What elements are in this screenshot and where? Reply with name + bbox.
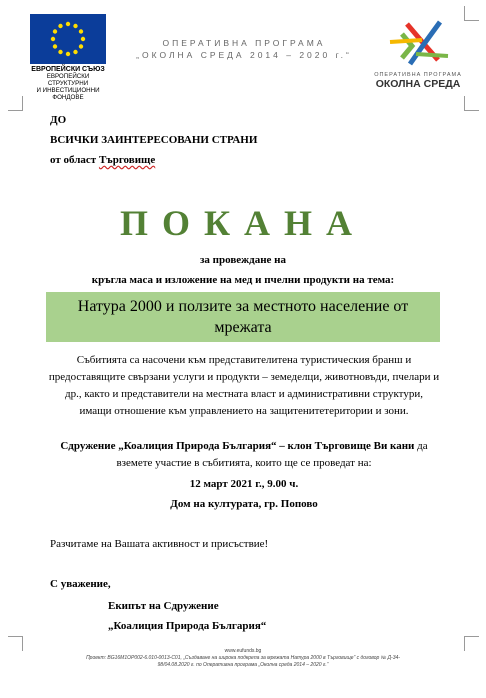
eu-label: И ИНВЕСТИЦИОННИ ФОНДОВЕ (36, 87, 100, 101)
crop-mark (8, 96, 23, 111)
crop-mark (464, 636, 479, 651)
address-prefix: от област (50, 154, 99, 166)
logo-caption: ОКОЛНА СРЕДА (375, 78, 461, 90)
crop-mark (464, 6, 479, 21)
invitation-text: да вземете участие в събитията, които ще се проведат на: (116, 440, 428, 469)
program-title-line: ОПЕРАТИВНА ПРОГРАМА (162, 38, 326, 48)
subtitle: кръгла маса и изложение на мед и пчелни продукти на тема: (91, 274, 395, 286)
closing-line: Екипът на Сдружение (108, 600, 219, 612)
okolna-sreda-logo-icon (372, 14, 464, 72)
address-place: Търговище (98, 154, 156, 166)
page-title: ПОКАНА (119, 203, 367, 243)
appreciation-text: Разчитаме на Вашата активност и присъствие! (50, 538, 269, 550)
program-title-line: „ОКОЛНА СРЕДА 2014 – 2020 г.“ (136, 50, 352, 60)
event-date: 12 март 2021 г., 9.00 ч. (189, 478, 299, 490)
eu-label: ЕВРОПЕЙСКИ СТРУКТУРНИ (46, 73, 90, 87)
organizer-name: Сдружение „Коалиция Природа България“ – клон Търговище Ви кани (60, 440, 415, 452)
address-line (50, 154, 155, 166)
program-title (118, 37, 370, 61)
logo-caption: ОПЕРАТИВНА ПРОГРАМА (374, 72, 462, 78)
event-venue: Дом на културата, гр. Попово (170, 498, 318, 510)
footer-website: www.eufunds.bg (224, 648, 262, 654)
topic-banner: Натура 2000 и ползите за местното население от мрежата (46, 292, 440, 342)
eu-label: ЕВРОПЕЙСКИ СЪЮЗ (31, 66, 105, 73)
footer-project-info: Проект: BG16M1OP002-6.010-0013-C01, „Създаване на широка подкрепа за мрежата Натура 2000 в Търговище“ с договор № Д-34-98/04.08.2020 г. по Оперативна програма „Околна среда 2014 – 2020 г.“ (86, 655, 400, 668)
subtitle: за провеждане на (199, 254, 287, 266)
address-line: ДО (50, 114, 67, 126)
invitation-paragraph (48, 438, 440, 472)
description-paragraph: Събитията са насочени към представителитена туристическия бранш и предоставящите свързани услуги и продукти – земеделци, животновъди, пчелари и др., както и представители на местната власт и административни структури, имащи отношение към управлението на защитенитетеритории и зони. (48, 354, 440, 417)
address-line: ВСИЧКИ ЗАИНТЕРЕСОВАНИ СТРАНИ (50, 134, 258, 146)
eu-flag-icon (30, 14, 106, 64)
eu-logo (30, 14, 106, 101)
okolna-sreda-logo (372, 14, 464, 96)
closing-line: „Коалиция Природа България“ (108, 620, 267, 632)
closing-line: С уважение, (50, 578, 111, 590)
crop-mark (464, 96, 479, 111)
crop-mark (8, 636, 23, 651)
